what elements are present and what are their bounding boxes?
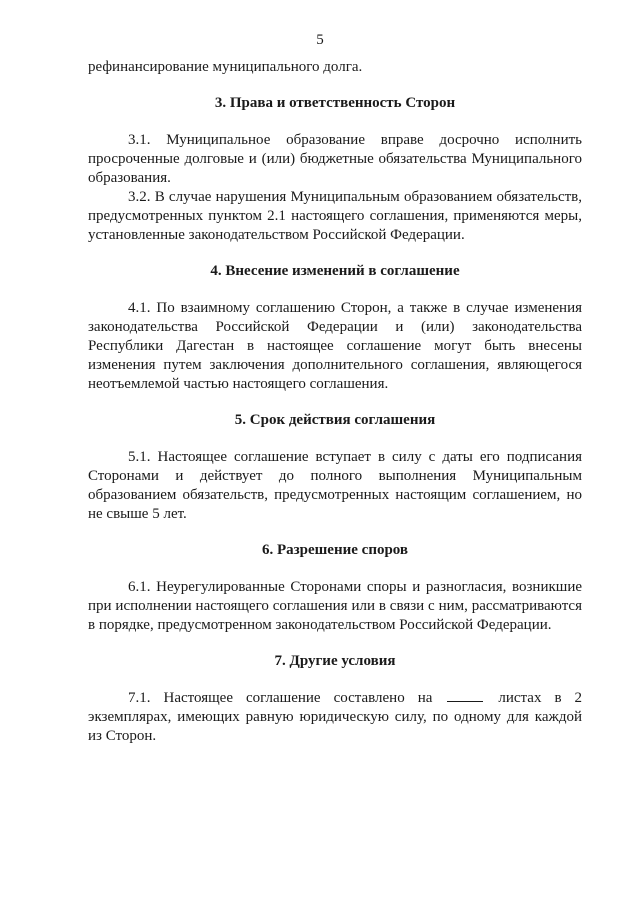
section-6-title: 6. Разрешение споров xyxy=(261,542,409,558)
section-3-title: 3. Права и ответственность Сторон xyxy=(214,95,456,111)
section-7-title: 7. Другие условия xyxy=(274,653,396,669)
paragraph-3-1: 3.1. Муниципальное образование вправе досрочно исполнить просроченные долговые и (или) бюджетные обязательства Муниципального образования. xyxy=(88,132,582,186)
paragraph-7-1-start: 7.1. Настоящее соглашение составлено на xyxy=(128,690,433,706)
section-4-title: 4. Внесение изменений в соглашение xyxy=(210,263,460,279)
page-number: 5 xyxy=(316,32,324,48)
paragraph-4-1: 4.1. По взаимному соглашению Сторон, а также в случае изменения законодательства Российской Федерации и (или) законодательства Республики Дагестан в настоящее соглашение могут быть внесены изменения путем заключения дополнительного соглашения, являющегося неотъемлемой частью настоящего соглашения. xyxy=(88,300,582,392)
paragraph-7-1 xyxy=(88,689,582,746)
paragraph-3-2: 3.2. В случае нарушения Муниципальным образованием обязательств, предусмотренных пунктом 2.1 настоящего соглашения, применяются меры, установленные законодательством Российской Федерации. xyxy=(88,189,582,243)
paragraph-6-1: 6.1. Неурегулированные Сторонами споры и разногласия, возникшие при исполнении настоящего соглашения или в связи с ним, рассматриваются в порядке, предусмотренном законодательством Российской Федерации. xyxy=(88,579,582,633)
paragraph-7-1-end: листах в 2 экземплярах, имеющих равную юридическую силу, по одному для каждой из Сторон. xyxy=(88,690,583,744)
document-body xyxy=(88,58,582,746)
paragraph-5-1: 5.1. Настоящее соглашение вступает в силу с даты его подписания Сторонами и действует до полного выполнения Муниципальным образованием обязательств, предусмотренных настоящим соглашением, но не свыше 5 лет. xyxy=(88,449,582,522)
intro-text: рефинансирование муниципального долга. xyxy=(88,59,363,75)
sheet-count-blank xyxy=(447,689,483,702)
section-5-title: 5. Срок действия соглашения xyxy=(234,412,436,428)
